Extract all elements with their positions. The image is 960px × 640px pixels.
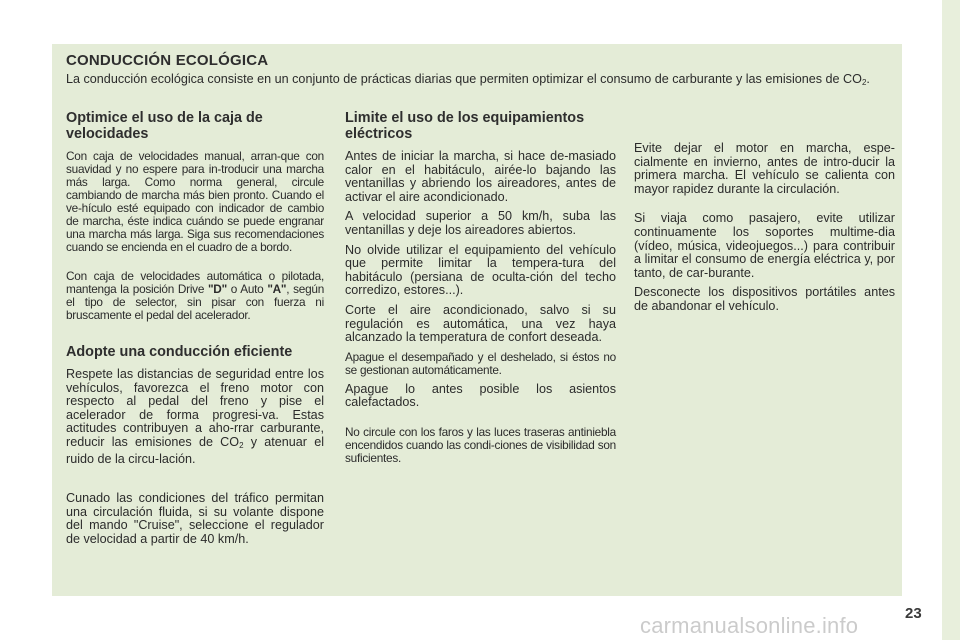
column-3 [634,142,895,320]
text-segment: o Auto [226,282,268,296]
column-2 [345,110,616,471]
auto-position-label: "A" [267,282,287,296]
paragraph-fog-lights: No circule con los faros y las luces traseras antiniebla encendidos cuando las condi-ciones de visibilidad son suficientes. [345,424,616,465]
paragraph-portable-devices: Desconecte los dispositivos portátiles antes de abandonar el vehículo. [634,285,895,313]
paragraph-speed-windows: A velocidad superior a 50 km/h, suba las ventanillas y deje los aireadores abiertos. [345,209,616,237]
paragraph-temperature-limit: No olvide utilizar el equipamiento del vehículo que permite limitar la tempera-tura del habitáculo (persiana de oculta-ción del techo corredizo, estores...). [345,242,616,298]
text-segment: , según el tipo de selector, sin pisar con fuerza ni bruscamente el pedal del acelerador. [66,282,325,322]
intro-text-end: . [866,72,870,86]
text-segment: y atenuar el ruido de la circu-lación. [66,434,325,466]
sidebar-strip [942,0,960,640]
paragraph-air-conditioning: Corte el aire acondicionado, salvo si su regulación es automática, una vez haya alcanzado la temperatura de confort deseada. [345,302,616,345]
paragraph-heated-seats: Apague lo antes posible los asientos calefactados. [345,381,616,410]
paragraph-engine-idle: Evite dejar el motor en marcha, espe-cialmente en invierno, antes de intro-ducir la primera marcha. El vehículo se calienta con mayor rapidez durante la circulación. [634,141,895,196]
column-1 [66,110,324,553]
heading-gearbox: Optimice el uso de la caja de velocidades [66,110,263,142]
text-segment: Respete las distancias de seguridad entre los vehículos, favorezca el freno motor con respecto al pedal del freno y pise el acelerador de forma progresi-va. Estas actitudes contribuyen a aho-rrar carburante, reducir las emisiones de CO [66,367,324,449]
page-title: CONDUCCIÓN ECOLÓGICA [66,52,269,69]
intro-text: La conducción ecológica consiste en un conjunto de prácticas diarias que permiten optimizar el consumo de carburante y las emisiones de CO [66,72,862,86]
paragraph-multimedia: Si viaja como pasajero, evite utilizar continuamente los soportes multime-dia (vídeo, música, videojuegos...) para contribuir a limitar el consumo de energía eléctrica y, por tanto, de car-burante. [634,211,895,280]
co2-subscript: 2 [239,440,244,450]
text-segment: Con caja de velocidades automática o pilotada, mantenga la posición Drive [66,269,324,296]
spacer [66,472,324,492]
watermark: carmanualsonline.info [640,613,859,638]
heading-efficient-driving: Adopte una conducción eficiente [66,344,293,360]
intro-subscript: 2 [861,78,867,87]
paragraph-cruise-control: Cunado las condiciones del tráfico permitan una circulación fluida, si su volante dispone del mando "Cruise", seleccione el regulador de velocidad a partir de 40 km/h. [66,491,324,546]
heading-electrical-equipment: Limite el uso de los equipamientos eléctricos [345,110,585,142]
paragraph-demisting: Apague el desempañado y el deshelado, si éstos no se gestionan automáticamente. [345,349,616,377]
spacer [66,328,324,344]
intro-paragraph [66,72,892,90]
page-number: 23 [905,605,922,622]
paragraph-automatic-gearbox [66,270,324,322]
paragraph-safety-distance [66,368,324,466]
paragraph-ventilation: Antes de iniciar la marcha, si hace de-masiado calor en el habitáculo, airée-lo bajando las ventanillas y abriendo los aireadores, antes de activar el aire acondicionado. [345,149,616,204]
drive-position-label: "D" [207,282,227,296]
paragraph-manual-gearbox: Con caja de velocidades manual, arran-que con suavidad y no espere para in-troducir una marcha más larga. Como norma general, circule cambiando de marcha más bien pronto. Cuando el ve-hículo esté equipado con indicador de cambio de marcha, éste indica cuándo se puede engranar una marcha más larga. Siga sus recomendaciones cuando se encienda en el cuadro de a bordo. [66,149,324,254]
